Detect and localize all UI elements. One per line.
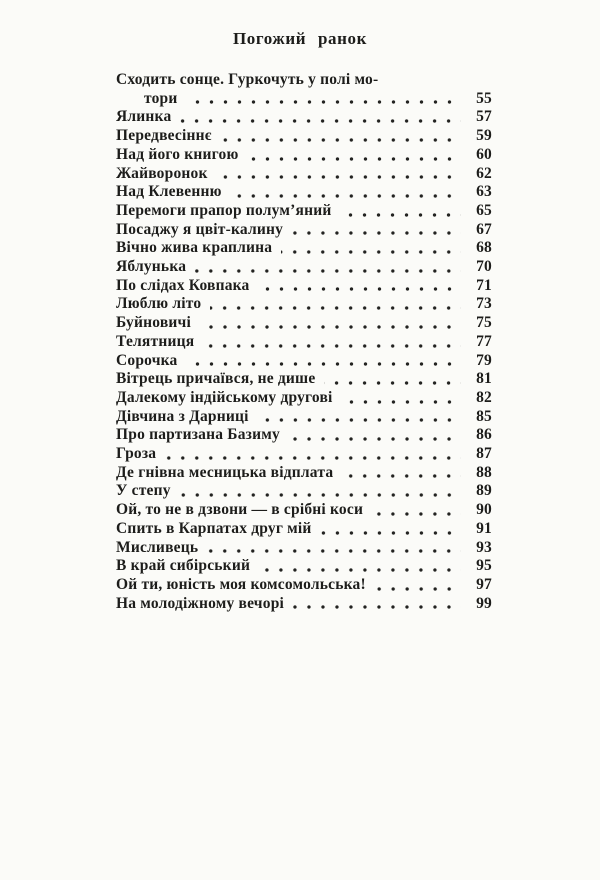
toc-entry-label: По слідах Ковпака	[116, 276, 250, 294]
toc-entry-label: Гроза	[116, 445, 157, 463]
page-number: 87	[476, 445, 492, 463]
dot-leader	[191, 314, 466, 333]
page-number: 67	[476, 220, 492, 238]
toc-row	[116, 333, 492, 352]
dot-leader	[156, 445, 466, 464]
dot-leader	[212, 127, 466, 146]
dot-leader	[249, 408, 466, 427]
page-number: 95	[476, 557, 492, 575]
dot-leader	[333, 389, 466, 408]
dot-leader	[250, 557, 466, 576]
toc-entry-label: Спить в Карпатах друг мій	[116, 519, 312, 537]
page-number: 60	[476, 145, 492, 163]
toc-row	[116, 71, 492, 90]
dot-leader	[250, 277, 466, 296]
page-number: 77	[476, 332, 492, 350]
dot-leader	[222, 183, 466, 202]
dot-leader	[171, 482, 466, 501]
toc-entry-label: Дівчина з Дарниці	[116, 407, 249, 425]
toc-entry-label: Яблунька	[116, 258, 187, 276]
dot-leader	[208, 165, 466, 184]
toc-row	[116, 277, 492, 296]
toc-row	[116, 389, 492, 408]
page-title: Погожий ранок	[232, 29, 368, 48]
toc-entry-label: Вічно жива краплина	[116, 239, 273, 257]
toc-row	[116, 202, 492, 221]
toc-row	[116, 221, 492, 240]
page-number: 65	[476, 201, 492, 219]
page-number: 90	[476, 501, 492, 519]
dot-leader	[284, 595, 466, 614]
toc-row	[116, 445, 492, 464]
page-number: 68	[476, 239, 492, 257]
toc-row	[116, 295, 492, 314]
dot-leader	[194, 333, 466, 352]
page-number: 75	[476, 314, 492, 332]
toc-row	[116, 165, 492, 184]
dot-leader	[378, 71, 466, 90]
toc-row	[116, 520, 492, 539]
toc-list	[116, 71, 492, 613]
dot-leader	[178, 352, 466, 371]
dot-leader	[333, 464, 466, 483]
toc-row	[116, 426, 492, 445]
toc-entry-label: У степу	[116, 482, 171, 500]
toc-row	[116, 90, 492, 109]
dot-leader	[283, 221, 466, 240]
toc-entry-label: Телятниця	[116, 332, 195, 350]
toc-entry-label: Над Клевенню	[116, 183, 222, 201]
page-number: 88	[476, 463, 492, 481]
toc-entry-label: Ой, то не в дзвони — в срібні коси	[116, 501, 364, 519]
page-number: 57	[476, 108, 492, 126]
toc-row	[116, 239, 492, 258]
page-number: 93	[476, 538, 492, 556]
toc-row	[116, 108, 492, 127]
page-number: 71	[476, 276, 492, 294]
toc-row	[116, 127, 492, 146]
toc-entry-label: Де гнівна месницька відплата	[116, 463, 334, 481]
dot-leader	[178, 90, 466, 109]
page-number: 89	[476, 482, 492, 500]
dot-leader	[312, 520, 466, 539]
dot-leader	[239, 146, 466, 165]
toc-row	[116, 482, 492, 501]
toc-entry-label: Буйновичі	[116, 314, 191, 332]
dot-leader	[280, 426, 466, 445]
dot-leader	[201, 295, 466, 314]
toc-entry-label: Про партизана Базиму	[116, 426, 280, 444]
toc-row	[116, 539, 492, 558]
toc-row	[116, 576, 492, 595]
toc-row	[116, 146, 492, 165]
page-number: 62	[476, 164, 492, 182]
toc-entry-label: Далекому індійському другові	[116, 388, 333, 406]
toc-row	[116, 595, 492, 614]
dot-leader	[315, 370, 466, 389]
page-number: 59	[476, 127, 492, 145]
toc-row	[116, 183, 492, 202]
dot-leader	[186, 258, 466, 277]
toc-entry-label: Перемоги прапор полум’яний	[116, 201, 332, 219]
page-number: 85	[476, 407, 492, 425]
toc-entry-label: Посаджу я цвіт-калину	[116, 220, 284, 238]
toc-entry-label: В край сибірський	[116, 557, 251, 575]
dot-leader	[363, 501, 466, 520]
dot-leader	[331, 202, 466, 221]
toc-row	[116, 408, 492, 427]
toc-entry-label: Ой ти, юність моя комсомольська!	[116, 575, 366, 593]
page-number: 63	[476, 183, 492, 201]
toc-entry-label: Мисливець	[116, 538, 199, 556]
toc-entry-label: Ялинка	[116, 108, 172, 126]
page-number: 73	[476, 295, 492, 313]
toc-entry-label: тори	[144, 89, 178, 107]
page-number: 97	[476, 575, 492, 593]
toc-row	[116, 352, 492, 371]
toc-row	[116, 557, 492, 576]
toc-row	[116, 258, 492, 277]
toc-entry-label: Над його книгою	[116, 145, 239, 163]
toc-row	[116, 464, 492, 483]
page-number: 99	[476, 594, 492, 612]
page-number: 79	[476, 351, 492, 369]
toc-row	[116, 501, 492, 520]
page-number: 91	[476, 519, 492, 537]
toc-entry-label: На молодіжному вечорі	[116, 594, 285, 612]
toc-entry-label: Передвесіннє	[116, 127, 212, 145]
toc-row	[116, 314, 492, 333]
toc-entry-label: Люблю літо	[116, 295, 202, 313]
page-number: 82	[476, 388, 492, 406]
page-number: 55	[476, 89, 492, 107]
toc-entry-label: Сорочка	[116, 351, 178, 369]
toc-entry-label: Сходить сонце. Гуркочуть у полі мо-	[116, 71, 379, 88]
page-number: 70	[476, 258, 492, 276]
page-number: 86	[476, 426, 492, 444]
dot-leader	[198, 539, 466, 558]
dot-leader	[272, 239, 466, 258]
toc-row	[116, 370, 492, 389]
toc-entry-label: Жайворонок	[116, 164, 208, 182]
page-number: 81	[476, 370, 492, 388]
dot-leader	[366, 576, 466, 595]
toc-entry-label: Вітрець причаївся, не дише	[116, 370, 316, 388]
dot-leader	[171, 108, 466, 127]
